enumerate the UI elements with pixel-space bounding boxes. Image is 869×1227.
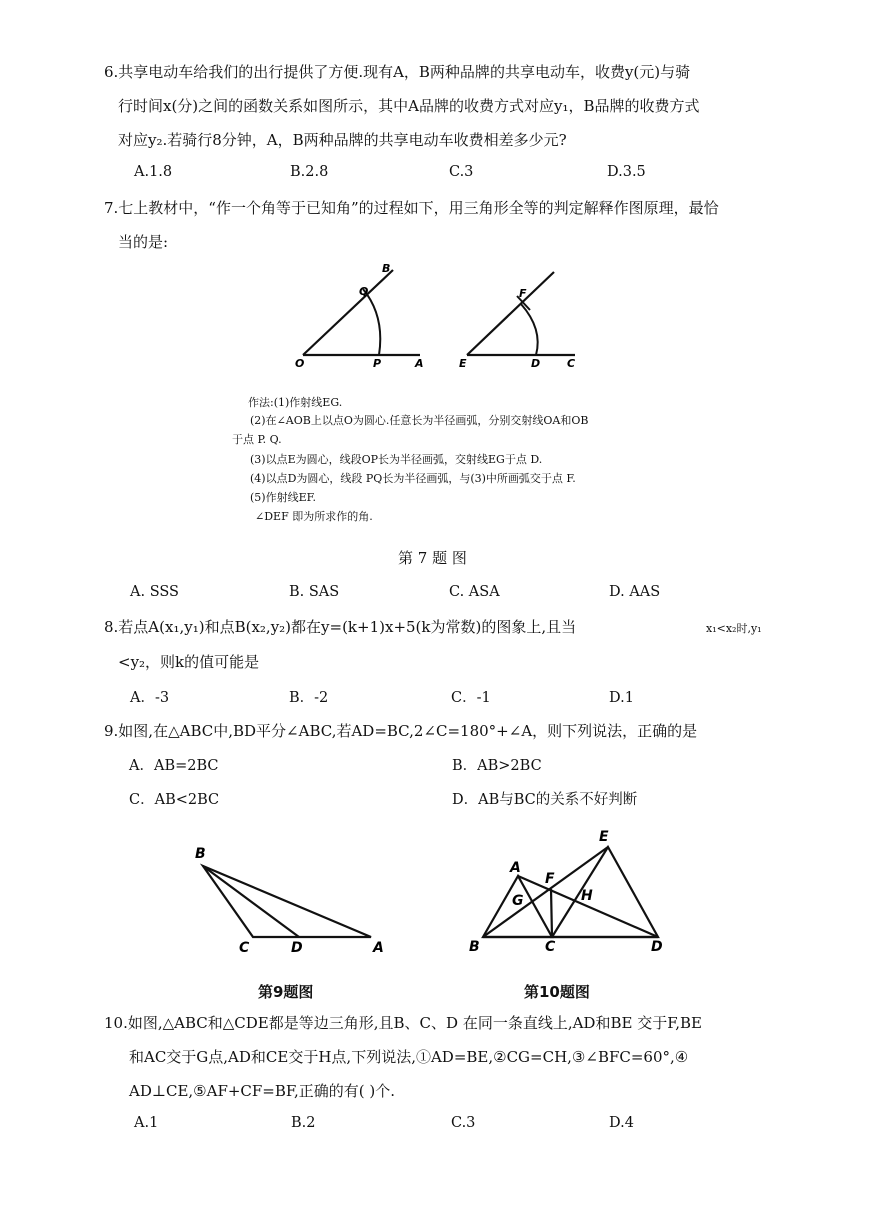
- q9-option-b: B．AB>2BC: [452, 758, 542, 774]
- q9-option-a: A．AB=2BC: [129, 758, 219, 774]
- q7-method-1: 作法:(1)作射线EG.: [248, 396, 343, 409]
- q8-option-c: C．-1: [451, 690, 491, 706]
- q8-line-1-tail: x₁<x₂时,y₁: [706, 622, 762, 635]
- q10-option-b: B.2: [291, 1115, 316, 1131]
- q7-method-6: (5)作射线EF.: [250, 491, 317, 504]
- q7-option-b: B. SAS: [289, 584, 340, 600]
- q7-figure-angle-aob: [285, 258, 445, 378]
- fig9-label-b: B: [195, 846, 206, 862]
- q8-line-1: 8.若点A(x₁,y₁)和点B(x₂,y₂)都在y=(k+1)x+5(k为常数)的图象上,且当: [104, 618, 577, 636]
- q8-option-d: D.1: [609, 690, 634, 706]
- q7-option-a: A. SSS: [130, 584, 179, 600]
- fig7-label-c: C: [567, 357, 576, 370]
- fig7-label-q: Q: [359, 285, 369, 298]
- q6-option-d: D.3.5: [607, 164, 646, 180]
- fig9-label-a: A: [373, 940, 384, 956]
- fig7-label-p: P: [373, 357, 382, 370]
- q9-option-d: D．AB与BC的关系不好判断: [452, 792, 638, 808]
- q10-option-c: C.3: [451, 1115, 476, 1131]
- q6-line-3: 对应y₂.若骑行8分钟，A，B两种品牌的共享电动车收费相差多少元?: [118, 131, 567, 149]
- q8-option-a: A．-3: [130, 690, 170, 706]
- q7-line-1: 7.七上教材中，“作一个角等于已知角”的过程如下，用三角形全等的判定解释作图原理，最恰: [104, 199, 719, 217]
- q7-option-d: D. AAS: [609, 584, 661, 600]
- q6-line-2: 行时间x(分)之间的函数关系如图所示，其中A品牌的收费方式对应y₁，B品牌的收费方式: [118, 97, 700, 115]
- q9-line-1: 9.如图,在△ABC中,BD平分∠ABC,若AD=BC,2∠C=180°+∠A，则下列说法，正确的是: [104, 722, 698, 740]
- q7-method-3: 于点 P. Q.: [232, 433, 282, 446]
- q6-option-b: B.2.8: [290, 164, 329, 180]
- fig7-label-o: O: [295, 357, 305, 370]
- q7-method-7: ∠DEF 即为所求作的角.: [255, 510, 373, 523]
- q7-method-5: (4)以点D为圆心，线段 PQ长为半径画弧，与(3)中所画弧交于点 F.: [250, 472, 576, 485]
- fig9-label-d: D: [291, 940, 303, 956]
- q10-option-d: D.4: [609, 1115, 634, 1131]
- q9-option-c: C．AB<2BC: [129, 792, 220, 808]
- fig7-label-d: D: [531, 357, 541, 370]
- q10-line-1: 10.如图,△ABC和△CDE都是等边三角形,且B、C、D 在同一条直线上,AD和BE 交于F,BE: [104, 1014, 703, 1032]
- fig9-label-c: C: [239, 940, 250, 956]
- q10-figure-triangles: [465, 825, 675, 965]
- q7-figure-caption: 第 7 题 图: [398, 549, 467, 567]
- q9-figure-triangle: [185, 838, 395, 963]
- q6-option-a: A.1.8: [134, 164, 173, 180]
- q9-figure-caption: 第9题图: [258, 983, 314, 1001]
- q7-method-2: (2)在∠AOB上以点O为圆心.任意长为半径画弧，分别交射线OA和OB: [250, 414, 589, 427]
- q10-line-2: 和AC交于G点,AD和CE交于H点,下列说法,①AD=BE,②CG=CH,③∠BFC=60°,④: [129, 1048, 689, 1066]
- q7-method-4: (3)以点E为圆心，线段OP长为半径画弧，交射线EG于点 D.: [250, 453, 543, 466]
- fig10-label-c: C: [545, 939, 556, 955]
- q7-line-2: 当的是:: [118, 233, 169, 251]
- q6-line-1: 6.共享电动车给我们的出行提供了方便.现有A，B两种品牌的共享电动车，收费y(元)与骑: [104, 63, 691, 81]
- fig10-label-b: B: [469, 939, 480, 955]
- q10-figure-caption: 第10题图: [524, 983, 590, 1001]
- q10-line-3: AD⊥CE,⑤AF+CF=BF,正确的有( )个.: [129, 1082, 395, 1100]
- q10-option-a: A.1: [134, 1115, 159, 1131]
- fig7-label-b: B: [382, 262, 391, 275]
- fig10-label-e: E: [599, 829, 609, 845]
- q7-figure-angle-def: [455, 264, 595, 374]
- fig7-label-e: E: [459, 357, 467, 370]
- q6-option-c: C.3: [449, 164, 474, 180]
- q8-line-2: <y₂，则k的值可能是: [118, 653, 260, 671]
- q7-option-c: C. ASA: [449, 584, 500, 600]
- fig7-label-a: A: [415, 357, 424, 370]
- fig10-label-f: F: [545, 871, 555, 887]
- fig10-label-a: A: [510, 860, 521, 876]
- fig10-label-g: G: [512, 893, 524, 909]
- fig7-label-f: F: [519, 287, 527, 300]
- fig10-label-d: D: [651, 939, 663, 955]
- q8-option-b: B．-2: [289, 690, 329, 706]
- fig10-label-h: H: [581, 888, 593, 904]
